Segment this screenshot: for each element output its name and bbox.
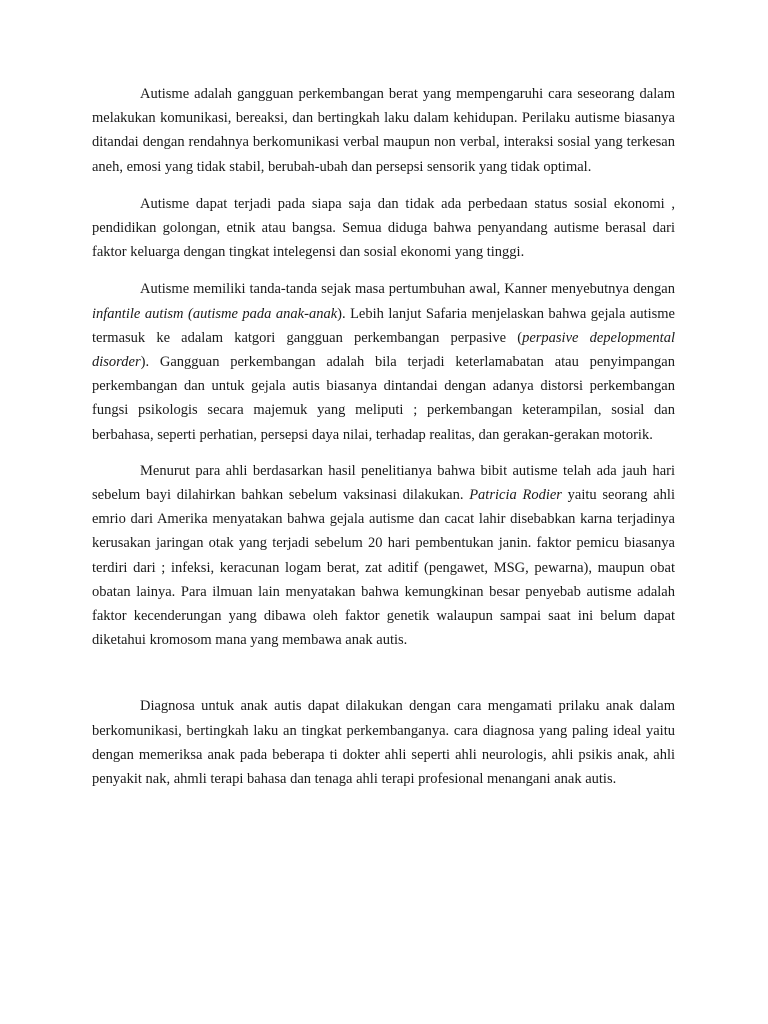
paragraph-text-segment: Autisme memiliki tanda-tanda sejak masa pertumbuhan awal, Kanner menyebutnya dengan	[140, 281, 675, 298]
paragraph-autism-definition: Autisme adalah gangguan perkembangan berat yang mempengaruhi cara seseorang dalam melakukan komunikasi, bereaksi, dan bertingkah laku dalam kehidupan. Perilaku autisme biasanya ditandai dengan rendahnya berkomunikasi verbal maupun non verbal, interaksi sosial yang terkesan aneh, emosi yang tidak stabil, berubah-ubah dan persepsi sensorik yang tidak optimal.	[92, 86, 675, 175]
italic-name-patricia-rodier: Patricia Rodier	[469, 487, 562, 504]
paragraph-text-segment: Menurut para ahli berdasarkan hasil penelitianya bahwa bibit autisme telah ada jauh hari sebelum bayi dilahirkan bahkan sebelum vaksinasi dilakukan.	[92, 462, 675, 504]
paragraph-text-segment: yaitu seorang ahli emrio dari Amerika menyatakan bahwa gejala autisme dan cacat lahir disebabkan karna terjadinya kerusakan jaringan otak yang terjadi sebelum 20 hari pembentukan janin. faktor pemicu biasanya terdiri dari ; infeksi, keracunan logam berat, zat aditif (pengawet, MSG, pewarna), maupun obat obatan lainya. Para ilmuan lain menyatakan bahwa kemungkinan besar penyebab autisme adalah faktor kecenderungan yang dibawa oleh faktor genetik walaupun sampai saat ini belum dapat diketahui kromosom mana yang membawa anak autis.	[92, 487, 675, 649]
italic-term-infantile-autism: infantile autism (autisme pada anak-anak	[92, 305, 338, 322]
paragraph-text-segment: ). Gangguan perkembangan adalah bila terjadi keterlamabatan atau penyimpangan perkembangan dan untuk gejala autis biasanya dintandai dengan adanya distorsi perkembangan fungsi psikologis secara majemuk yang meliputi ; perkembangan keterampilan, sosial dan berbahasa, seperti perhatian, persepsi daya nilai, terhadap realitas, dan gerakan-gerakan motorik.	[92, 354, 675, 443]
paragraph-autism-signs	[92, 277, 675, 446]
paragraph-autism-occurrence: Autisme dapat terjadi pada siapa saja dan tidak ada perbedaan status sosial ekonomi , pendidikan golongan, etnik atau bangsa. Semua diduga bahwa penyandang autisme berasal dari faktor keluarga dengan tingkat intelegensi dan sosial ekonomi yang tinggi.	[92, 195, 675, 261]
italic-term-perpasive-disorder: perpasive depelopmental disorder	[92, 329, 675, 371]
document-page	[92, 82, 675, 791]
paragraph-text-segment: ). Lebih lanjut Safaria menjelaskan bahwa gejala autisme termasuk ke adalam katgori gangguan perkembangan perpasive (	[92, 305, 675, 346]
paragraph-autism-causes	[92, 459, 675, 653]
paragraph-autism-diagnosis: Diagnosa untuk anak autis dapat dilakukan dengan cara mengamati prilaku anak dalam berkomunikasi, bertingkah laku an tingkat perkembanganya. cara diagnosa yang paling ideal yaitu dengan memeriksa anak pada beberapa ti dokter ahli seperti ahli neurologis, ahli psikis anak, ahli penyakit nak, ahmli terapi bahasa dan tenaga ahli terapi profesional menangani anak autis.	[92, 698, 675, 788]
